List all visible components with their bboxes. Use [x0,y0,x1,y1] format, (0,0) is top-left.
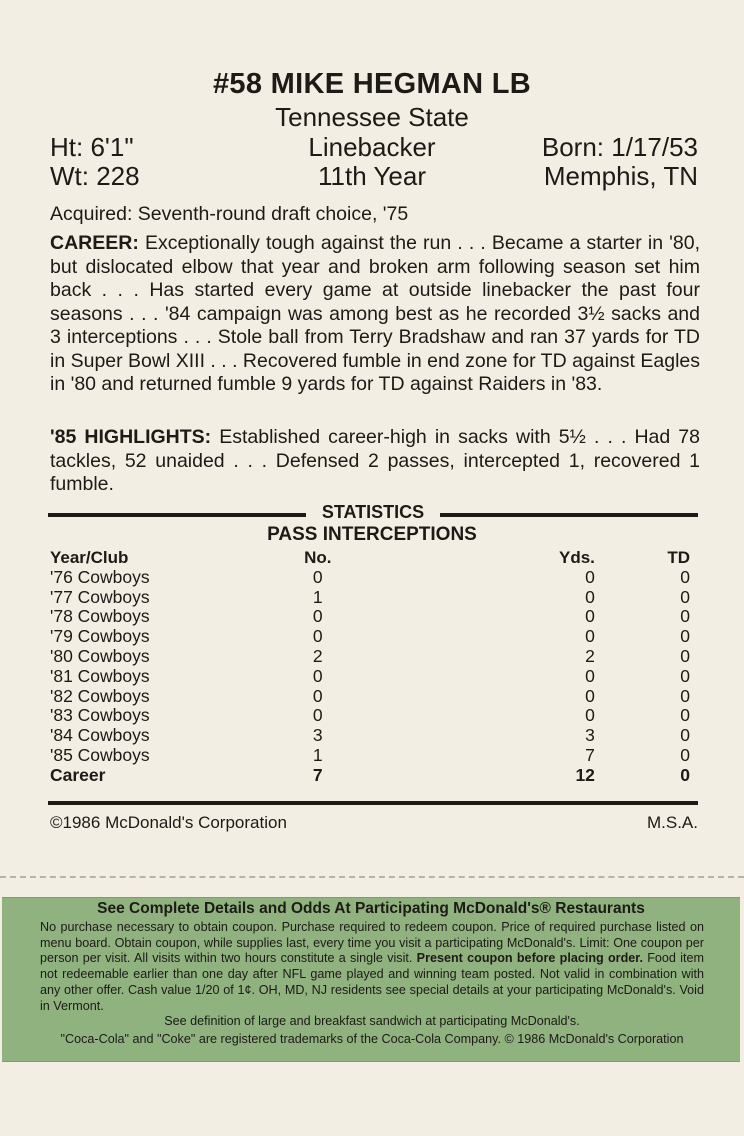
statistics-heading: STATISTICS [321,502,425,522]
td-cell: 0 [680,764,690,785]
divider [48,801,698,805]
table-row [50,667,696,687]
trademark-text: "Coca-Cola" and "Coke" are registered trademarks of the Coca-Cola Company. © 1986 McDonald's Corporation [60,1032,684,1046]
column-header: Yds. [559,548,595,567]
table-row [50,647,696,667]
year-club-cell: '85 Cowboys [50,744,150,765]
yards-cell: 0 [585,586,595,607]
table-row [50,706,696,726]
td-cell: 0 [680,725,690,746]
number-cell: 0 [312,626,323,647]
td-cell: 0 [680,586,690,607]
yards-cell: 0 [585,665,595,686]
table-row [50,746,696,766]
td-cell: 0 [680,705,690,726]
promo-text: Food item not redeemable earlier than one day after NFL game played and winning team posted. Not valid in combination with any other offer. Cash value 1/20 of 1¢. OH, MD, NJ residents see special details at your participating McDonald's. Void in Vermont. [40,951,704,1013]
promo-bold-text: Present coupon before placing order. [416,951,643,966]
year-club-cell: '83 Cowboys [50,705,150,726]
player-year: 11th Year [318,161,426,191]
table-row [50,726,696,746]
career-text: Exceptionally tough against the run . . . Became a starter in '80, but dislocated elbow that year and broken arm following season set him back . . . Has started every game at outside linebacker the past four seasons . . . '84 campaign was among best as he recorded 3½ sacks and 3 interceptions . . . Stole ball from Terry Bradshaw and ran 37 yards for TD in Super Bowl XIII . . . Recovered fumble in end zone for TD against Eagles in '80 and returned fumble 9 yards for TD against Raiders in '83. [50,232,700,395]
column-header: No. [304,548,332,567]
career-total-row [50,766,696,786]
table-row [50,627,696,647]
player-born: Born: 1/17/53 [541,132,698,162]
td-cell: 0 [680,626,690,647]
highlights-label: '85 HIGHLIGHTS: [50,426,212,448]
td-cell: 0 [680,744,690,765]
player-title: #58 MIKE HEGMAN LB [213,68,531,100]
number-cell: 0 [312,566,323,587]
td-cell: 0 [680,645,690,666]
statistics-header [48,500,698,526]
table-row [50,588,696,608]
number-cell: 1 [312,744,323,765]
yards-cell: 12 [575,764,595,785]
year-club-cell: '76 Cowboys [50,566,150,587]
yards-cell: 0 [585,566,595,587]
promo-title: See Complete Details and Odds At Participating McDonald's® Restaurants [97,900,645,917]
td-cell: 0 [680,606,690,627]
number-cell: 3 [312,725,323,746]
career-label-cell: Career [50,764,106,785]
yards-cell: 3 [585,725,595,746]
interceptions-table [50,548,696,786]
column-header: TD [667,548,690,567]
number-cell: 0 [312,606,323,627]
table-header-row [50,548,696,568]
career-paragraph [50,232,700,397]
table-row [50,687,696,707]
acquired-text: Acquired: Seventh-round draft choice, '75 [50,203,409,225]
number-cell: 2 [312,645,323,666]
yards-cell: 0 [585,705,595,726]
number-cell: 0 [312,705,323,726]
player-position: Linebacker [308,132,436,162]
highlights-text: Established career-high in sacks with 5½ . . . Had 78 tackles, 52 unaided . . . Defensed 2 passes, intercepted 1, recovered 1 fumble. [50,426,700,495]
divider [440,513,698,517]
number-cell: 1 [312,586,323,607]
number-cell: 0 [312,685,323,706]
td-cell: 0 [680,566,690,587]
column-header: Year/Club [50,548,129,567]
year-club-cell: '79 Cowboys [50,626,150,647]
player-weight: Wt: 228 [50,161,140,191]
year-club-cell: '78 Cowboys [50,606,150,627]
td-cell: 0 [680,665,690,686]
promo-text: No purchase necessary to obtain coupon. Purchase required to redeem coupon. Price of required purchase listed on menu board. Obtain coupon, while supplies last, every time you visit a participating McDonald's. Limit: One coupon per person per visit. All visits within two hours constitute a single visit. [40,920,704,966]
promo-panel [2,897,740,1062]
table-row [50,607,696,627]
year-club-cell: '77 Cowboys [50,586,150,607]
perforation-line [0,876,744,878]
year-club-cell: '84 Cowboys [50,725,150,746]
career-label: CAREER: [50,232,139,254]
msa-credit: M.S.A. [646,813,698,832]
number-cell: 0 [312,665,323,686]
player-hometown: Memphis, TN [543,161,698,191]
yards-cell: 0 [585,606,595,627]
number-cell: 7 [312,764,323,785]
stats-subheading: PASS INTERCEPTIONS [267,524,477,545]
yards-cell: 2 [585,645,595,666]
table-row [50,568,696,588]
td-cell: 0 [680,685,690,706]
player-school: Tennessee State [275,102,469,132]
year-club-cell: '80 Cowboys [50,645,150,666]
yards-cell: 0 [585,626,595,647]
yards-cell: 0 [585,685,595,706]
highlights-paragraph [50,426,700,497]
yards-cell: 7 [585,744,595,765]
promo-body [40,920,704,1030]
player-height: Ht: 6'1" [50,132,134,162]
year-club-cell: '82 Cowboys [50,685,150,706]
year-club-cell: '81 Cowboys [50,665,150,686]
promo-definition-text: See definition of large and breakfast sandwich at participating McDonald's. [164,1014,580,1029]
copyright-text: ©1986 McDonald's Corporation [50,813,287,832]
